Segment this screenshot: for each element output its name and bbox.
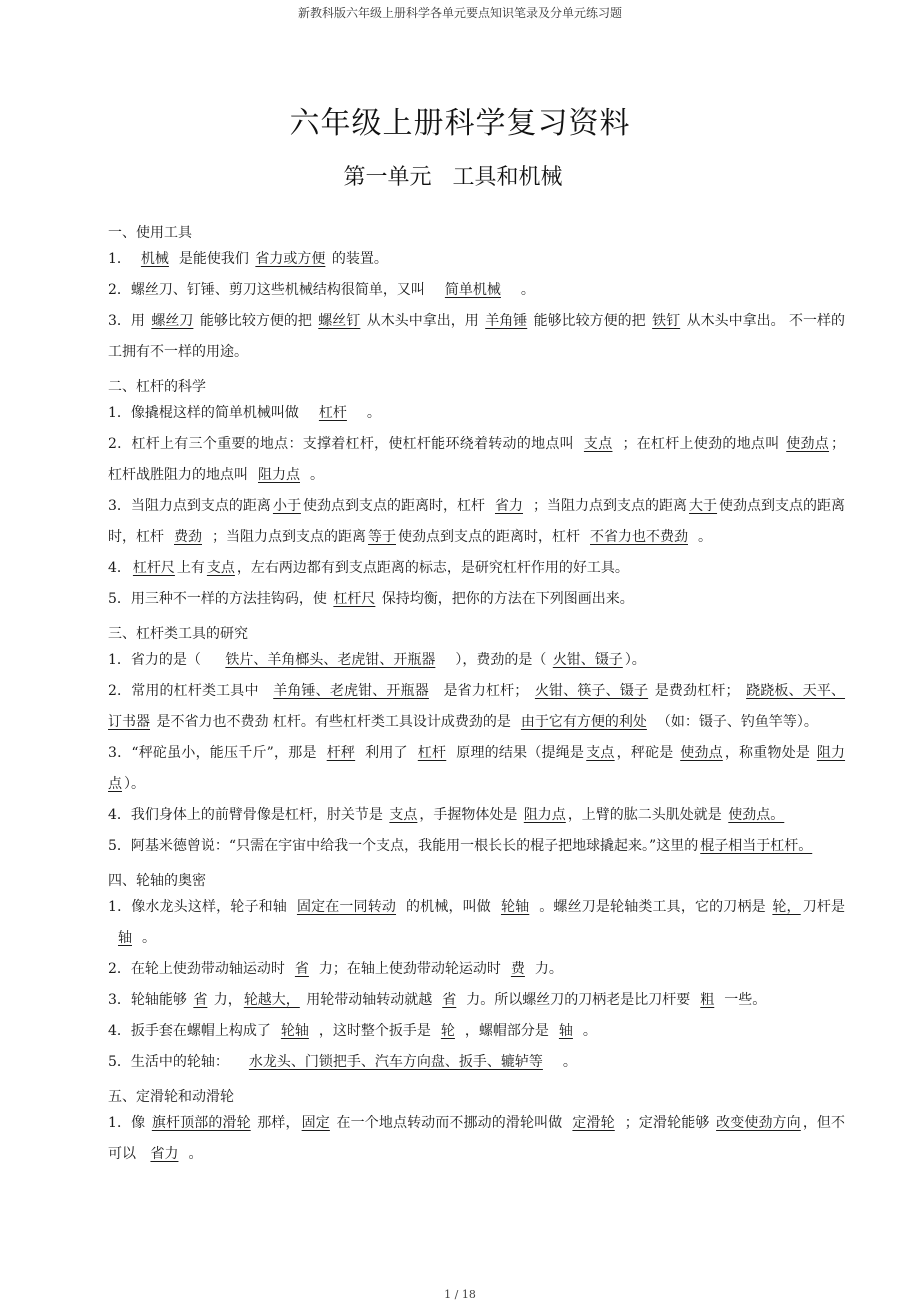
page-number: 1 / 18 xyxy=(444,1288,476,1301)
answer-blank: 省力 xyxy=(494,498,523,514)
answer-blank: 支点 xyxy=(206,560,235,576)
answer-blank: 支点 xyxy=(586,745,615,761)
question-text: ；当阻力点到支点的距离 xyxy=(212,529,366,545)
question-text: 用轮带动轴转动就越 xyxy=(301,992,433,1008)
question-text: 。 xyxy=(698,529,712,545)
question-text: 5．用三种不一样的方法挂钩码，使 xyxy=(108,591,332,607)
answer-blank: 省 xyxy=(193,992,208,1008)
question-text: 1．像撬棍这样的简单机械叫做 xyxy=(108,405,299,421)
question-item xyxy=(75,985,845,1016)
answer-blank: 轴 xyxy=(558,1023,573,1039)
answer-blank: 定滑轮 xyxy=(572,1115,615,1131)
answer-blank: 不省力也不费劲 xyxy=(590,529,688,545)
answer-blank: 费 xyxy=(510,961,525,977)
question-item xyxy=(75,306,845,368)
document-title: 六年级上册科学复习资料 xyxy=(289,106,631,141)
question-text: 从木头中拿出，用 xyxy=(362,313,484,329)
question-text: 3．轮轴能够 xyxy=(108,992,192,1008)
answer-blank: 铁钉 xyxy=(652,313,681,329)
question-text: 3．当阻力点到支点的距离 xyxy=(108,498,271,514)
question-item xyxy=(75,676,845,738)
question-text: 原理的结果（提绳是 xyxy=(456,745,585,761)
question-text: 保持均衡，把你的方法在下列图画出来。 xyxy=(377,591,634,607)
question-text: 5．阿基米德曾说：“只需在宇宙中给我一个支点，我能用一根长长的棍子把地球撬起来。”这里的 xyxy=(108,838,699,854)
answer-blank: 轮越大， xyxy=(243,992,300,1008)
question-text: 力。所以螺丝刀的刀柄老是比刀杆要 xyxy=(466,992,691,1008)
answer-blank: 水龙头、门锁把手、汽车方向盘、扳手、辘轳等 xyxy=(248,1054,543,1070)
question-text: 1．省力的是（ xyxy=(108,652,206,668)
question-text: 5．生活中的轮轴： xyxy=(108,1054,229,1070)
answer-blank: 等于 xyxy=(368,529,396,545)
question-text: 利用了 xyxy=(365,745,408,761)
answer-blank: 由于它有方便的利处 xyxy=(520,714,647,730)
answer-blank: 使劲点。 xyxy=(728,807,785,823)
answer-blank: 羊角锤 xyxy=(485,313,528,329)
answer-blank: 棍子相当于杠杆。 xyxy=(700,838,813,854)
question-text: 1．像水龙头这样，轮子和轴 xyxy=(108,899,287,915)
unit-title: 第一单元 工具和机械 xyxy=(343,165,563,190)
answer-blank: 阻力点 xyxy=(108,745,846,792)
question-text: 在一个地点转动而不挪动的滑轮叫做 xyxy=(331,1115,563,1131)
question-text: 4．我们身体上的前臂骨像是杠杆，肘关节是 xyxy=(108,807,388,823)
question-text: ，秤砣是 xyxy=(616,745,679,761)
question-text: ，螺帽部分是 xyxy=(464,1023,549,1039)
question-text: 2．杠杆上有三个重要的地点：支撑着杠杆，使杠杆能环绕着转动的地点叫 xyxy=(108,436,574,452)
section-heading: 五、定滑轮和动滑轮 xyxy=(108,1089,234,1105)
answer-blank: 轮轴 xyxy=(500,899,530,915)
section-heading: 四、轮轴的奥密 xyxy=(108,873,206,889)
question-text: 是省力杠杆； xyxy=(438,683,533,699)
running-header: 新教科版六年级上册科学各单元要点知识笔录及分单元练习题 xyxy=(297,6,622,20)
question-item xyxy=(75,398,845,429)
question-text: 力；在轴上使劲带动轮运动时 xyxy=(318,961,501,977)
answer-blank: 省力或方便 xyxy=(255,251,326,267)
section-heading: 一、使用工具 xyxy=(108,225,192,241)
answer-blank: 杠杆尺 xyxy=(333,591,376,607)
question-text: 的机械，叫做 xyxy=(406,899,491,915)
question-text: ）。 xyxy=(624,652,646,668)
question-text: 是能使我们 xyxy=(178,251,254,267)
question-item xyxy=(75,1047,845,1078)
answer-blank: 省力 xyxy=(150,1146,179,1162)
answer-blank: 火钳、镊子 xyxy=(552,652,623,668)
question-item xyxy=(75,1108,845,1170)
question-text: 2．螺丝刀、钉锤、剪刀这些机械结构很简单，又叫 xyxy=(108,282,425,298)
question-text: 刀杆是 xyxy=(802,899,846,915)
answer-blank: 使劲点 xyxy=(680,745,723,761)
answer-blank: 螺丝钉 xyxy=(318,313,361,329)
answer-blank: 跷跷板、天平、订书器 xyxy=(108,683,846,730)
question-text: ，但不可以 xyxy=(108,1115,846,1162)
question-item xyxy=(75,244,845,275)
document-body xyxy=(75,214,845,1170)
answer-blank: 轮， xyxy=(772,899,801,915)
question-text: 3．用 xyxy=(108,313,150,329)
question-text: 。 xyxy=(562,1054,577,1070)
answer-blank: 阻力点 xyxy=(523,807,566,823)
answer-blank: 省 xyxy=(442,992,457,1008)
question-text: ）。 xyxy=(124,776,145,792)
question-text: 。 xyxy=(310,467,324,483)
answer-blank: 固定在一同转动 xyxy=(296,899,397,915)
question-text: ，上臂的肱二头肌处就是 xyxy=(567,807,727,823)
question-item xyxy=(75,800,845,831)
answer-blank: 旗杆顶部的滑轮 xyxy=(151,1115,251,1131)
answer-blank: 支点 xyxy=(389,807,418,823)
question-item xyxy=(75,491,845,553)
question-text: 。 xyxy=(366,405,381,421)
answer-blank: 杠杆 xyxy=(417,745,447,761)
question-text: 使劲点到支点的距离时，杠杆 xyxy=(398,529,580,545)
question-text: 是费劲杠杆； xyxy=(650,683,745,699)
question-text: ；在杠杆上使劲的地点叫 xyxy=(622,436,785,452)
answer-blank: 轴 xyxy=(118,930,132,946)
answer-blank: 螺丝刀 xyxy=(151,313,194,329)
answer-blank: 铁片、羊角榔头、老虎钳、开瓶器 xyxy=(225,652,436,668)
answer-blank: 机械 xyxy=(140,251,169,267)
question-text: ；定滑轮能够 xyxy=(624,1115,715,1131)
question-item xyxy=(75,954,845,985)
answer-blank: 改变使劲方向 xyxy=(716,1115,801,1131)
section-heading: 三、杠杆类工具的研究 xyxy=(108,626,248,642)
question-text: 使劲点到支点的距离时，杠杆 xyxy=(108,498,846,545)
question-text: 。 xyxy=(188,1146,203,1162)
question-text: ，手握物体处是 xyxy=(419,807,522,823)
answer-blank: 使劲点 xyxy=(786,436,830,452)
answer-blank: 费劲 xyxy=(174,529,202,545)
answer-blank: 杠杆尺 xyxy=(132,560,175,576)
question-item xyxy=(75,892,845,954)
question-text: ，这时整个扳手是 xyxy=(318,1023,431,1039)
answer-blank: 杠杆 xyxy=(318,405,347,421)
answer-blank: 火钳、筷子、镊子 xyxy=(534,683,649,699)
question-text: ；当阻力点到支点的距离 xyxy=(533,498,688,514)
answer-blank: 固定 xyxy=(301,1115,330,1131)
question-text: 4． xyxy=(108,560,131,576)
answer-blank: 粗 xyxy=(700,992,715,1008)
question-text: ），费劲的是（ xyxy=(455,652,551,668)
question-text: 1． xyxy=(108,251,131,267)
question-text: 。 xyxy=(520,282,535,298)
answer-blank: 羊角锤、老虎钳、开瓶器 xyxy=(273,683,429,699)
question-item xyxy=(75,553,845,584)
question-item xyxy=(75,738,845,800)
question-item xyxy=(75,584,845,615)
question-text: ；杠杆战胜阻力的地点叫 xyxy=(108,436,846,483)
question-text: 那样， xyxy=(252,1115,300,1131)
question-text: 上有 xyxy=(176,560,205,576)
question-text: （如：镊子、钓鱼竿等）。 xyxy=(656,714,818,730)
question-text: 能够比较方便的把 xyxy=(529,313,651,329)
section-heading: 二、杠杆的科学 xyxy=(108,379,206,395)
question-text: 从木头中拿出。 不一样的工拥有不一样的用途。 xyxy=(108,313,846,360)
question-text: 一些。 xyxy=(724,992,767,1008)
question-text: 使劲点到支点的距离时，杠杆 xyxy=(302,498,485,514)
question-text: 。 xyxy=(582,1023,597,1039)
question-text: 2．在轮上使劲带动轴运动时 xyxy=(108,961,285,977)
question-item xyxy=(75,645,845,676)
question-item xyxy=(75,1016,845,1047)
question-text: 力， xyxy=(209,992,242,1008)
question-text: 3．“秤砣虽小，能压千斤”，那是 xyxy=(108,745,317,761)
question-text: 2．常用的杠杆类工具中 xyxy=(108,683,264,699)
answer-blank: 支点 xyxy=(583,436,613,452)
answer-blank: 阻力点 xyxy=(258,467,300,483)
question-text: 。螺丝刀是轮轴类工具，它的刀柄是 xyxy=(539,899,771,915)
answer-blank: 大于 xyxy=(689,498,718,514)
answer-blank: 省 xyxy=(294,961,309,977)
question-item xyxy=(75,275,845,306)
answer-blank: 轮轴 xyxy=(280,1023,309,1039)
question-text: 的装置。 xyxy=(327,251,388,267)
question-text: ，左右两边都有到支点距离的标志，是研究杠杆作用的好工具。 xyxy=(236,560,629,576)
answer-blank: 简单机械 xyxy=(444,282,501,298)
answer-blank: 小于 xyxy=(272,498,301,514)
question-text: 4．扳手套在螺帽上构成了 xyxy=(108,1023,271,1039)
question-item xyxy=(75,429,845,491)
question-text: 1．像 xyxy=(108,1115,150,1131)
answer-blank: 轮 xyxy=(440,1023,455,1039)
question-item xyxy=(75,831,845,862)
question-text: ，称重物处是 xyxy=(724,745,815,761)
answer-blank: 杆秤 xyxy=(326,745,356,761)
question-text: 是不省力也不费劲 杠杆。有些杠杆类工具设计成费劲的是 xyxy=(152,714,511,730)
question-text: 。 xyxy=(142,930,156,946)
question-text: 力。 xyxy=(534,961,563,977)
question-text: 能够比较方便的把 xyxy=(195,313,317,329)
